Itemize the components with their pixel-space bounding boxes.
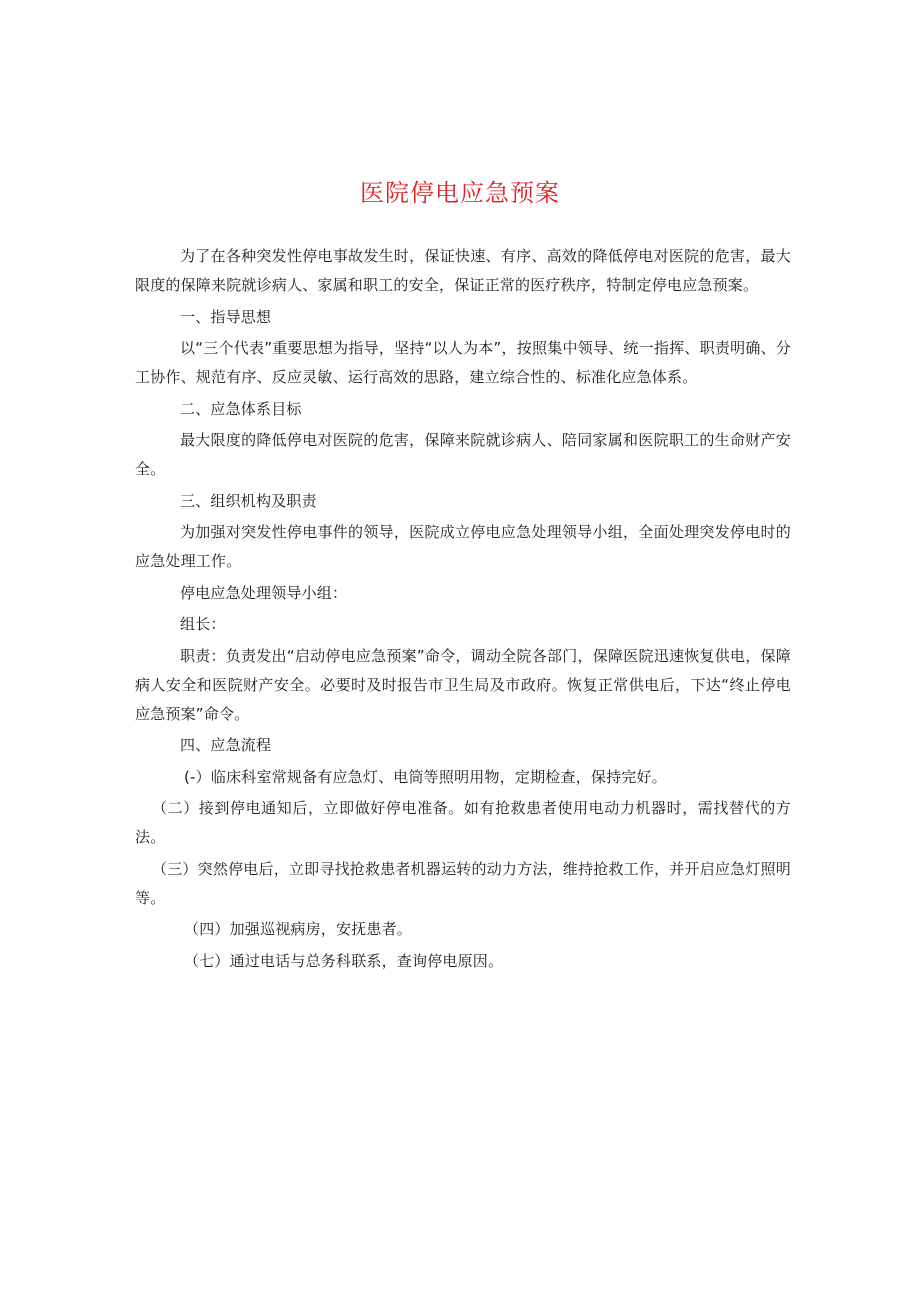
section-heading-system-goal: 二、应急体系目标 (180, 399, 302, 418)
section-heading-procedure: 四、应急流程 (180, 736, 272, 754)
intro-paragraph: 为了在各种突发性停电事故发生时，保证快速、有序、高效的降低停电对医院的危害，最大限度的保障来院就诊病人、家属和职工的安全，保证正常的医疗秩序，特制定停电应急预案。 (135, 247, 791, 294)
section-heading-organization: 三、组织机构及职责 (180, 491, 317, 510)
section-heading-guiding-idea: 一、指导思想 (180, 307, 272, 326)
organization-paragraph: 为加强对突发性停电事件的领导，医院成立停电应急处理领导小组，全面处理突发停电时的应急处理工作。 (135, 523, 791, 570)
duties-paragraph: 职责：负责发出“启动停电应急预案”命令，调动全院各部门，保障医院迅速恢复供电，保障病人安全和医院财产安全。必要时及时报告市卫生局及市政府。恢复正常供电后，下达“终止停电应急预案”命令。 (135, 646, 791, 723)
document-body (135, 242, 791, 978)
leadership-group-label: 停电应急处理领导小组： (180, 583, 348, 602)
procedure-step-7: （七）通过电话与总务科联系，查询停电原因。 (184, 951, 504, 970)
procedure-step-3: （三）突然停电后，立即寻找抢救患者机器运转的动力方法，维持抢救工作，并开启应急灯照明等。 (135, 859, 791, 907)
group-leader-label: 组长： (180, 615, 226, 633)
guiding-idea-paragraph: 以“三个代表”重要思想为指导，坚持“以人为本”，按照集中领导、统一指挥、职责明确、分工协作、规范有序、反应灵敏、运行高效的思路，建立综合性的、标准化应急体系。 (135, 339, 791, 386)
document-title: 医院停电应急预案 (360, 179, 560, 207)
procedure-step-2: （二）接到停电通知后，立即做好停电准备。如有抢救患者使用电动力机器时，需找替代的方法。 (135, 799, 791, 846)
system-goal-paragraph: 最大限度的降低停电对医院的危害，保障来院就诊病人、陪同家属和医院职工的生命财产安全。 (135, 431, 791, 478)
procedure-step-1: (-）临床科室常规备有应急灯、电筒等照明用物，定期检查，保持完好。 (184, 767, 667, 786)
procedure-step-4: （四）加强巡视病房，安抚患者。 (184, 920, 413, 938)
